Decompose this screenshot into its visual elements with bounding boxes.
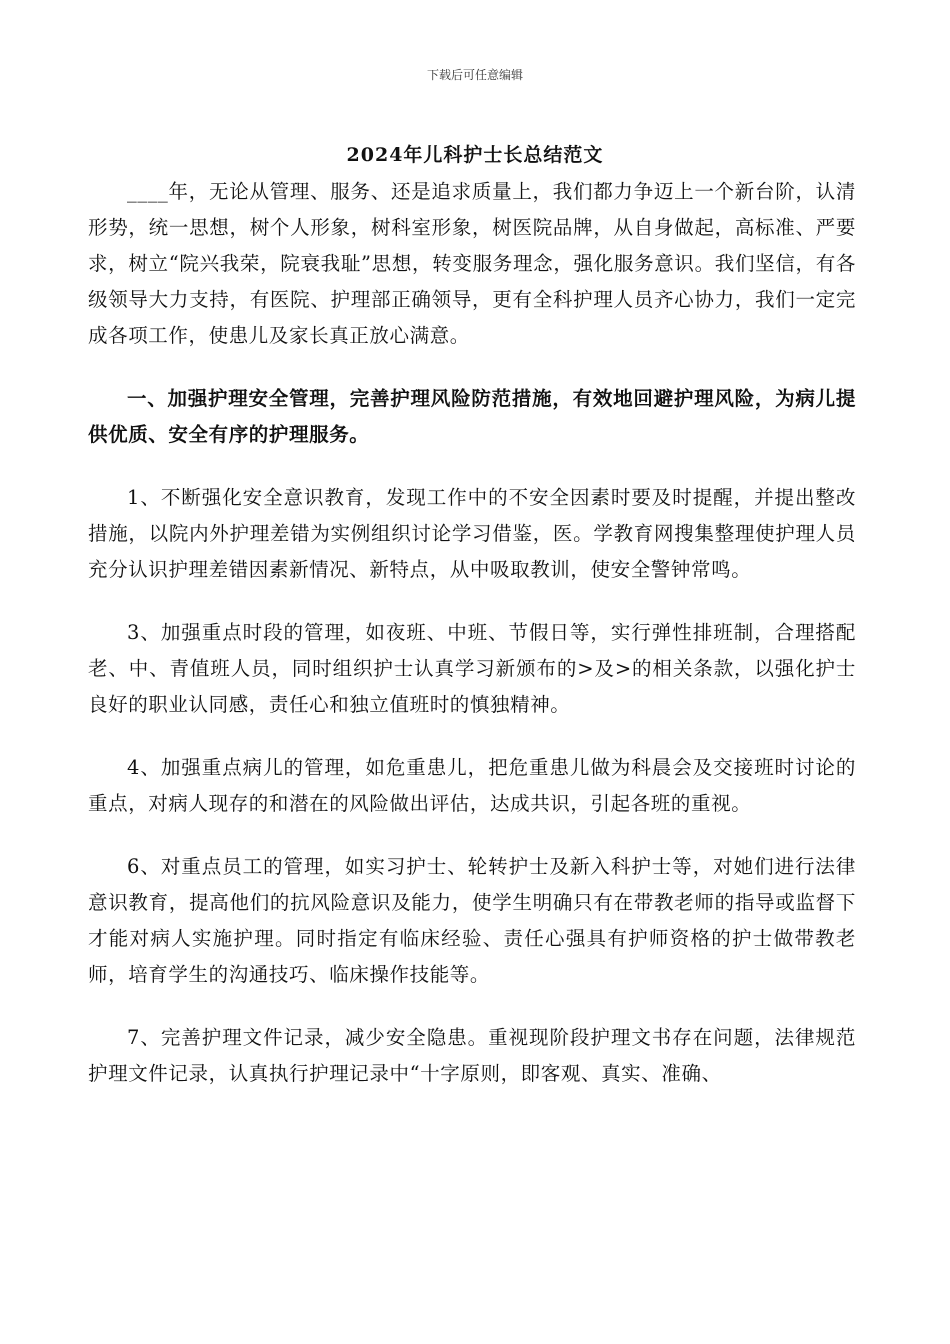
document-title: 2024年儿科护士长总结范文 [346,144,604,166]
item-paragraph-6: 6、对重点员工的管理，如实习护士、轮转护士及新入科护士等，对她们进行法律意识教育，提高他们的抗风险意识及能力，使学生明确只有在带教老师的指导或监督下才能对病人实施护理。同时指定有临床经验、责任心强具有护师资格的护士做带教老师，培育学生的沟通技巧、临床操作技能等。 [88,855,856,986]
item-paragraph-3: 3、加强重点时段的管理，如夜班、中班、节假日等，实行弹性排班制，合理搭配老、中、青值班人员，同时组织护士认真学习新颁布的>及>的相关条款，以强化护士良好的职业认同感，责任心和独立值班时的慎独精神。 [88,621,856,716]
section-heading-1: 一、加强护理安全管理，完善护理风险防范措施，有效地回避护理风险，为病儿提供优质、安全有序的护理服务。 [88,387,856,446]
item-paragraph-1: 1、不断强化安全意识教育，发现工作中的不安全因素时要及时提醒，并提出整改措施，以院内外护理差错为实例组织讨论学习借鉴，医。学教育网搜集整理使护理人员充分认识护理差错因素新情况、新特点，从中吸取教训，使安全警钟常鸣。 [88,486,856,581]
item-paragraph-4: 4、加强重点病儿的管理，如危重患儿，把危重患儿做为科晨会及交接班时讨论的重点，对病人现存的和潜在的风险做出评估，达成共识，引起各班的重视。 [88,756,856,815]
intro-paragraph: ____年，无论从管理、服务、还是追求质量上，我们都力争迈上一个新台阶，认清形势，统一思想，树个人形象，树科室形象，树医院品牌，从自身做起，高标准、严要求，树立“院兴我荣，院衰我耻”思想，转变服务理念，强化服务意识。我们坚信，有各级领导大力支持，有医院、护理部正确领导，更有全科护理人员齐心协力，我们一定完成各项工作，使患儿及家长真正放心满意。 [88,180,856,347]
item-paragraph-7: 7、完善护理文件记录，减少安全隐患。重视现阶段护理文书存在问题，法律规范护理文件记录，认真执行护理记录中“十字原则，即客观、真实、准确、 [88,1026,856,1085]
document-body [88,174,856,1119]
header-note: 下载后可任意编辑 [426,68,523,82]
